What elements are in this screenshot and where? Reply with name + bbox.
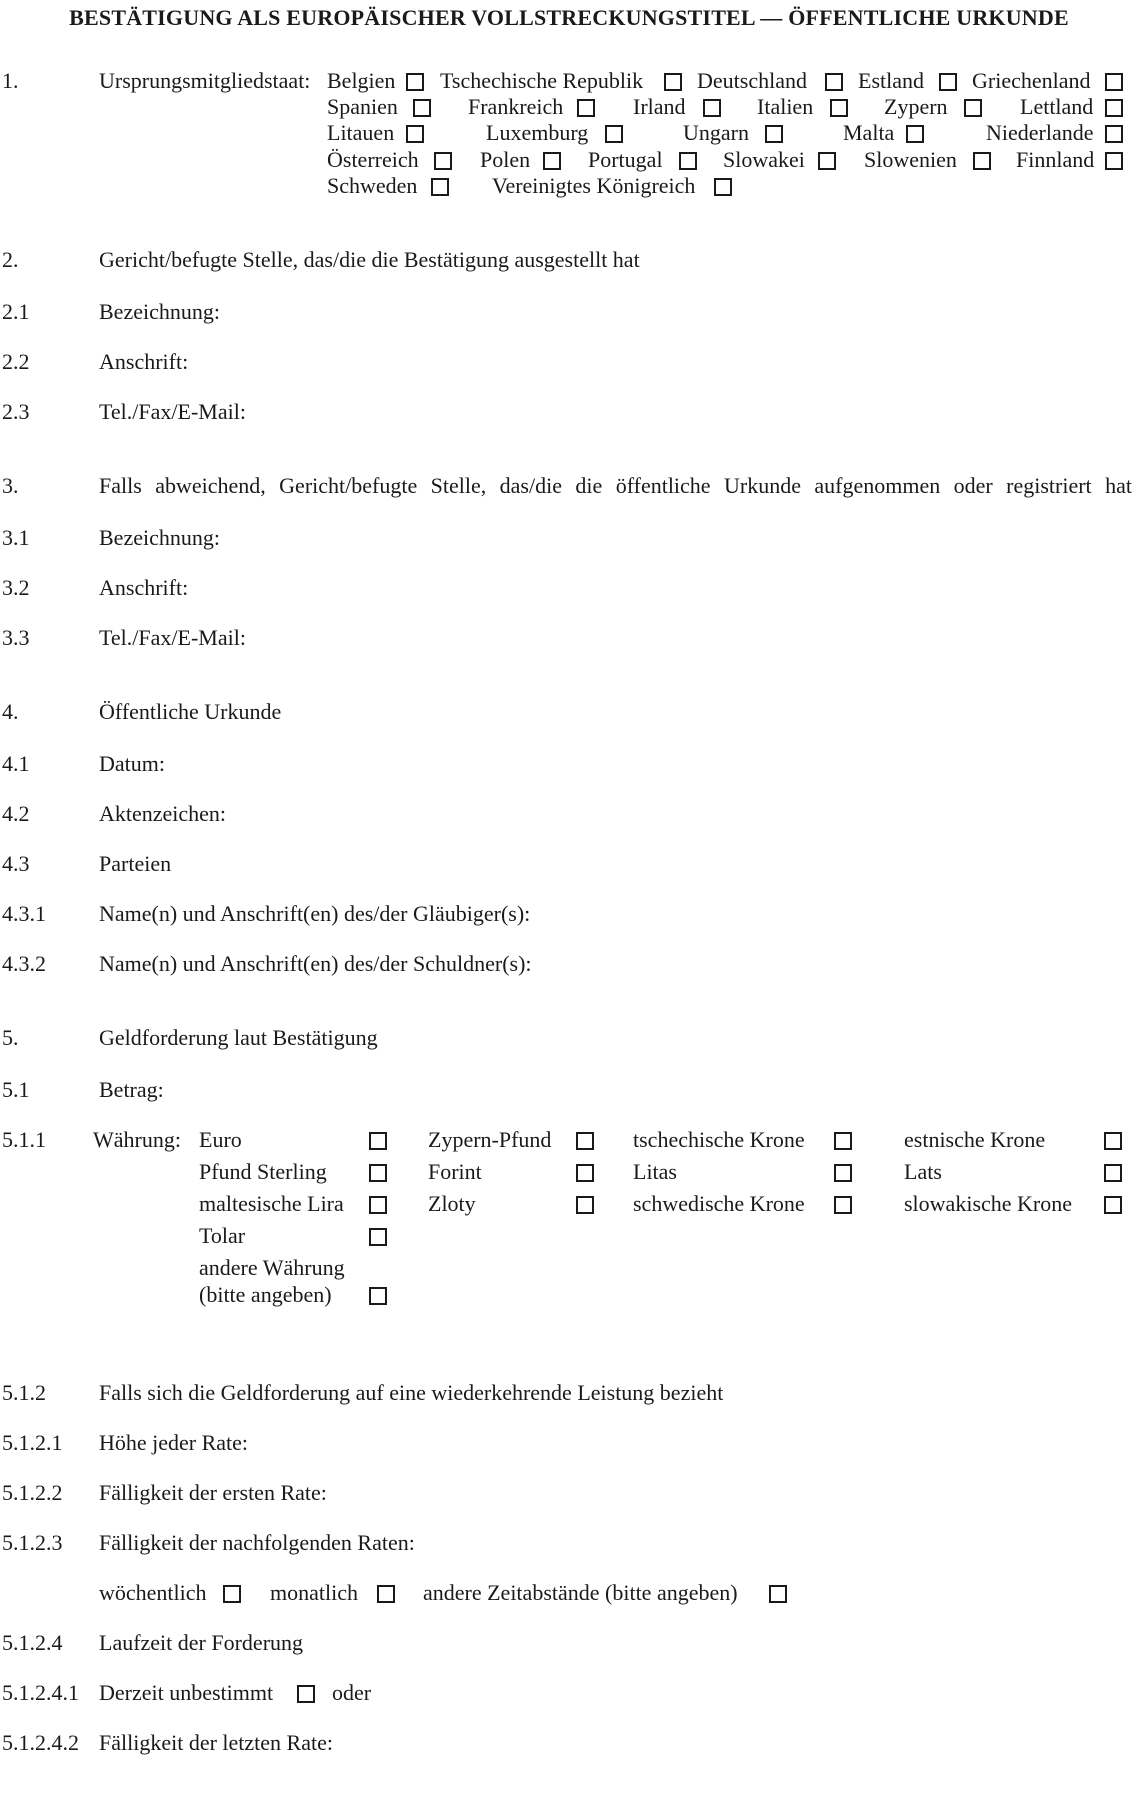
checkbox-andere-waehrung[interactable] [369, 1287, 387, 1305]
checkbox-tolar[interactable] [369, 1228, 387, 1246]
subsequent-installments-due-label: Fälligkeit der nachfolgenden Raten: [99, 1530, 415, 1555]
checkbox-estland[interactable] [939, 73, 957, 91]
section-number: 1. [2, 68, 19, 93]
checkbox-woechentlich[interactable] [223, 1585, 241, 1603]
country-label: Schweden [327, 173, 418, 198]
section-number: 4.2 [2, 801, 30, 826]
section-number: 5.1.2.1 [2, 1430, 63, 1455]
section-number: 4.3 [2, 851, 30, 876]
frequency-option-label: wöchentlich [99, 1580, 207, 1605]
checkbox-finnland[interactable] [1105, 152, 1123, 170]
checkbox-andere-zeitabstaende[interactable] [769, 1585, 787, 1603]
checkbox-zypern-pfund[interactable] [576, 1132, 594, 1150]
currency-option-label: Zypern-Pfund [428, 1127, 552, 1152]
checkbox-slowakei[interactable] [818, 152, 836, 170]
section-number: 4.3.2 [2, 951, 46, 976]
currency-option-label: schwedische Krone [633, 1191, 805, 1216]
registering-authority-name-label: Bezeichnung: [99, 525, 220, 550]
currency-option-label: maltesische Lira [199, 1191, 344, 1216]
checkbox-irland[interactable] [703, 99, 721, 117]
checkbox-spanien[interactable] [413, 99, 431, 117]
registering-authority-address-label: Anschrift: [99, 575, 189, 600]
currency-option-label: Zloty [428, 1191, 476, 1216]
heading-word: öffentliche [615, 473, 711, 498]
checkbox-derzeit-unbestimmt[interactable] [297, 1685, 315, 1703]
checkbox-estnische-krone[interactable] [1104, 1132, 1122, 1150]
currency-option-label: slowakische Krone [904, 1191, 1073, 1216]
country-label: Slowakei [723, 147, 805, 172]
checkbox-maltesische-lira[interactable] [369, 1196, 387, 1214]
origin-state-label: Ursprungsmitgliedstaat: [99, 68, 311, 93]
country-label: Tschechische Republik [440, 68, 644, 93]
other-currency-hint: (bitte angeben) [199, 1282, 332, 1307]
currency-option-label: Lats [904, 1159, 942, 1184]
currency-label: Währung: [93, 1127, 181, 1152]
currency-option-label: Litas [633, 1159, 677, 1184]
section-number: 5.1.2.4.2 [2, 1730, 79, 1755]
country-label: Finnland [1016, 147, 1095, 172]
checkbox-slowenien[interactable] [973, 152, 991, 170]
heading-word: Falls [99, 473, 142, 498]
last-installment-due-label: Fälligkeit der letzten Rate: [99, 1730, 333, 1755]
checkbox-luxemburg[interactable] [605, 125, 623, 143]
heading-word: Urkunde [723, 473, 801, 498]
heading-word: Stelle, [430, 473, 487, 498]
checkbox-ungarn[interactable] [765, 125, 783, 143]
country-label: Slowenien [864, 147, 957, 172]
reference-number-label: Aktenzeichen: [99, 801, 227, 826]
first-installment-due-label: Fälligkeit der ersten Rate: [99, 1480, 327, 1505]
section-number: 3.3 [2, 625, 30, 650]
claim-duration-label: Laufzeit der Forderung [99, 1630, 304, 1655]
currency-option-label: estnische Krone [904, 1127, 1046, 1152]
checkbox-belgien[interactable] [406, 73, 424, 91]
frequency-option-label: monatlich [270, 1580, 358, 1605]
issuing-court-contact-label: Tel./Fax/E-Mail: [99, 399, 246, 424]
section-number: 2.3 [2, 399, 30, 424]
section-number: 3. [2, 473, 19, 498]
other-currency-label: andere Währung [199, 1255, 345, 1280]
checkbox-italien[interactable] [830, 99, 848, 117]
country-label: Griechenland [972, 68, 1091, 93]
heading-word: aufgenommen [814, 473, 941, 498]
checkbox-tschechische-republik[interactable] [664, 73, 682, 91]
checkbox-lettland[interactable] [1105, 99, 1123, 117]
country-label: Portugal [588, 147, 663, 172]
checkbox-niederlande[interactable] [1105, 125, 1123, 143]
country-label: Spanien [327, 94, 398, 119]
checkbox-slowakische-krone[interactable] [1104, 1196, 1122, 1214]
checkbox-litas[interactable] [834, 1164, 852, 1182]
country-label: Litauen [327, 120, 395, 145]
checkbox-vereinigtes-koenigreich[interactable] [714, 178, 732, 196]
issuing-court-name-label: Bezeichnung: [99, 299, 220, 324]
checkbox-oesterreich[interactable] [434, 152, 452, 170]
checkbox-schweden[interactable] [431, 178, 449, 196]
country-label: Irland [633, 94, 686, 119]
country-label: Estland [858, 68, 924, 93]
date-label: Datum: [99, 751, 165, 776]
section-number: 5.1.2 [2, 1380, 46, 1405]
heading-word: hat [1105, 473, 1132, 498]
heading-word: das/die [499, 473, 562, 498]
checkbox-deutschland[interactable] [825, 73, 843, 91]
country-label: Luxemburg [486, 120, 589, 145]
checkbox-schwedische-krone[interactable] [834, 1196, 852, 1214]
checkbox-litauen[interactable] [406, 125, 424, 143]
section-number: 4.3.1 [2, 901, 46, 926]
currency-option-label: Forint [428, 1159, 482, 1184]
checkbox-malta[interactable] [906, 125, 924, 143]
currency-option-label: Tolar [199, 1223, 246, 1248]
section-number: 5.1.2.2 [2, 1480, 63, 1505]
registering-authority-heading [99, 473, 1132, 499]
country-label: Zypern [884, 94, 948, 119]
section-number: 4.1 [2, 751, 30, 776]
country-label: Deutschland [697, 68, 807, 93]
checkbox-griechenland[interactable] [1105, 73, 1123, 91]
checkbox-tschechische-krone[interactable] [834, 1132, 852, 1150]
section-number: 5.1.2.4 [2, 1630, 63, 1655]
checkbox-lats[interactable] [1104, 1164, 1122, 1182]
checkbox-polen[interactable] [543, 152, 561, 170]
checkbox-zypern[interactable] [964, 99, 982, 117]
section-number: 5.1 [2, 1077, 30, 1102]
heading-word: die [575, 473, 603, 498]
section-number: 2.1 [2, 299, 30, 324]
checkbox-zloty[interactable] [576, 1196, 594, 1214]
country-label: Frankreich [468, 94, 564, 119]
frequency-option-label: andere Zeitabstände (bitte angeben) [423, 1580, 738, 1605]
or-label: oder [332, 1680, 372, 1705]
monetary-claim-heading: Geldforderung laut Bestätigung [99, 1025, 378, 1050]
page-title: BESTÄTIGUNG ALS EUROPÄISCHER VOLLSTRECKUNGSTITEL — ÖFFENTLICHE URKUNDE [69, 5, 1069, 30]
currently-undetermined-label: Derzeit unbestimmt [99, 1680, 274, 1705]
checkbox-monatlich[interactable] [377, 1585, 395, 1603]
country-label: Niederlande [986, 120, 1094, 145]
registering-authority-contact-label: Tel./Fax/E-Mail: [99, 625, 246, 650]
section-number: 2. [2, 247, 19, 272]
section-number: 3.2 [2, 575, 30, 600]
section-number: 5. [2, 1025, 19, 1050]
section-number: 5.1.1 [2, 1127, 46, 1152]
parties-label: Parteien [99, 851, 172, 876]
country-label: Vereinigtes Königreich [492, 173, 696, 198]
issuing-court-heading: Gericht/befugte Stelle, das/die die Bestätigung ausgestellt hat [99, 247, 640, 272]
heading-word: oder [953, 473, 993, 498]
currency-option-label: tschechische Krone [633, 1127, 805, 1152]
country-label: Österreich [327, 147, 419, 172]
section-number: 5.1.2.4.1 [2, 1680, 79, 1705]
debtor-label: Name(n) und Anschrift(en) des/der Schuldner(s): [99, 951, 532, 976]
country-label: Lettland [1020, 94, 1094, 119]
country-label: Polen [480, 147, 531, 172]
amount-label: Betrag: [99, 1077, 164, 1102]
section-number: 5.1.2.3 [2, 1530, 63, 1555]
country-label: Italien [757, 94, 814, 119]
section-number: 4. [2, 699, 19, 724]
checkbox-forint[interactable] [576, 1164, 594, 1182]
installment-amount-label: Höhe jeder Rate: [99, 1430, 249, 1455]
currency-option-label: Pfund Sterling [199, 1159, 327, 1184]
authentic-instrument-heading: Öffentliche Urkunde [99, 699, 282, 724]
section-number: 2.2 [2, 349, 30, 374]
section-number: 3.1 [2, 525, 30, 550]
creditor-label: Name(n) und Anschrift(en) des/der Gläubiger(s): [99, 901, 531, 926]
checkbox-frankreich[interactable] [577, 99, 595, 117]
checkbox-euro[interactable] [369, 1132, 387, 1150]
heading-word: abweichend, [155, 473, 266, 498]
currency-option-label: Euro [199, 1127, 242, 1152]
heading-word: Gericht/befugte [279, 473, 418, 498]
country-label: Belgien [327, 68, 396, 93]
issuing-court-address-label: Anschrift: [99, 349, 189, 374]
country-label: Malta [843, 120, 895, 145]
heading-word: registriert [1006, 473, 1092, 498]
recurring-payment-heading: Falls sich die Geldforderung auf eine wiederkehrende Leistung bezieht [99, 1380, 724, 1405]
checkbox-portugal[interactable] [679, 152, 697, 170]
country-label: Ungarn [683, 120, 749, 145]
checkbox-pfund-sterling[interactable] [369, 1164, 387, 1182]
